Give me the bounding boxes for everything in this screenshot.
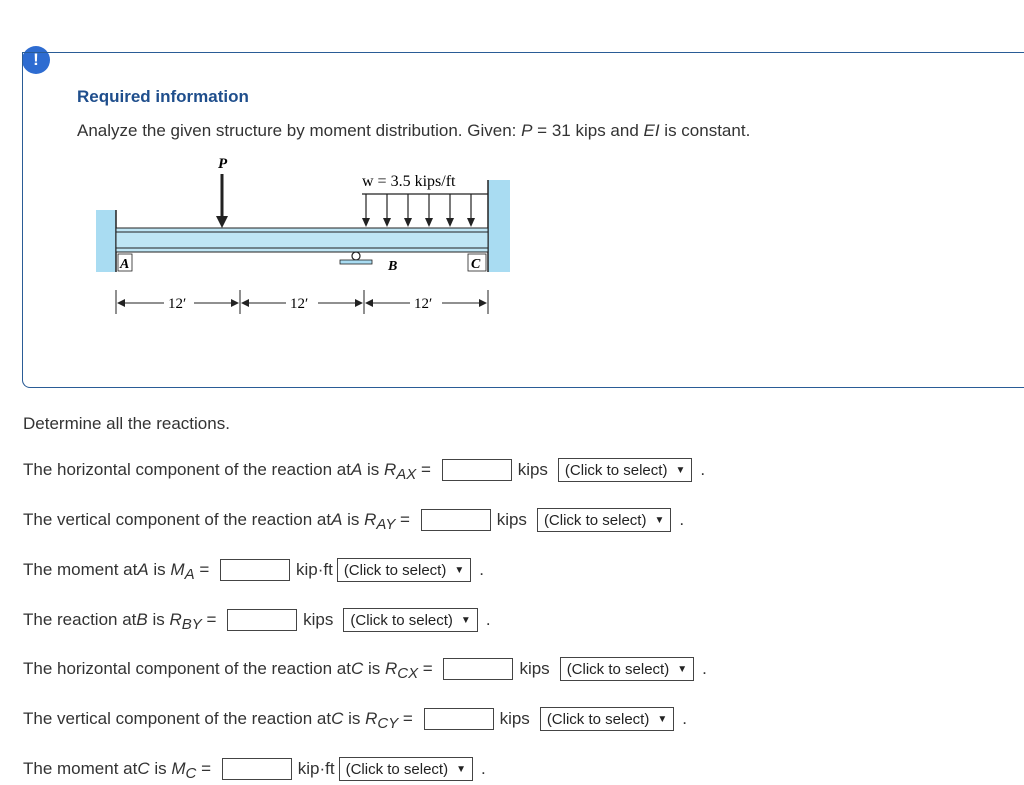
select-label: (Click to select): [345, 760, 449, 778]
dropdown-arrow-icon: ▼: [677, 663, 688, 675]
row-equals: =: [194, 560, 214, 579]
row-symbol: R: [364, 510, 377, 529]
wall-c: [488, 180, 510, 272]
row-point: A: [137, 560, 149, 579]
row-symbol: M: [170, 560, 185, 579]
select-label: (Click to select): [343, 561, 447, 579]
row-prefix: The moment at: [23, 759, 138, 778]
mc-input[interactable]: [222, 758, 292, 780]
row-symbol: R: [384, 460, 397, 479]
question-row-rby: The reaction at B is R BY = kips (Click to select) ▼ .: [23, 610, 491, 633]
row-prefix: The horizontal component of the reaction at: [23, 460, 351, 479]
rby-input[interactable]: [227, 609, 297, 631]
ray-input[interactable]: [421, 509, 491, 531]
row-symbol: R: [169, 610, 182, 629]
row-subscript: CX: [397, 664, 419, 682]
determine-instruction: Determine all the reactions.: [23, 414, 230, 433]
row-equals: =: [398, 709, 418, 728]
rax-sign-select[interactable]: [558, 458, 692, 482]
ma-input[interactable]: [220, 559, 290, 581]
rcx-sign-select[interactable]: [560, 657, 694, 681]
select-label: (Click to select): [564, 461, 668, 479]
mc-sign-select[interactable]: [339, 757, 473, 781]
row-subscript: AY: [376, 515, 396, 533]
roller-support-b: [352, 252, 360, 260]
rax-input[interactable]: [442, 459, 512, 481]
row-mid: is: [342, 510, 365, 529]
dim-label-3: 12′: [414, 296, 433, 312]
row-symbol: R: [365, 709, 378, 728]
row-mid: is: [363, 659, 385, 678]
alert-icon: !: [22, 46, 50, 74]
point-c-label: C: [471, 257, 481, 272]
beam-diagram: [90, 152, 520, 322]
beam-figure: [90, 152, 520, 327]
row-equals: =: [395, 510, 415, 529]
rcy-input[interactable]: [424, 708, 494, 730]
question-row-rax: The horizontal component of the reaction at A is R AX = kips (Click to select) ▼ .: [23, 460, 706, 483]
info-p-var: P: [521, 121, 533, 140]
select-label: (Click to select): [543, 511, 647, 529]
row-prefix: The horizontal component of the reaction at: [23, 659, 351, 678]
dropdown-arrow-icon: ▼: [456, 763, 467, 775]
select-label: (Click to select): [546, 710, 650, 728]
row-subscript: A: [184, 565, 195, 583]
row-subscript: AX: [396, 465, 417, 483]
dropdown-arrow-icon: ▼: [454, 564, 465, 576]
row-equals: =: [201, 610, 222, 629]
point-a-label: A: [120, 257, 130, 272]
load-p-label: P: [218, 156, 228, 172]
ma-unit: kip·ft: [295, 560, 333, 579]
row-point: C: [137, 759, 150, 778]
dropdown-arrow-icon: ▼: [657, 713, 668, 725]
question-row-ma: The moment at A is M A = kip·ft (Click to select) ▼ .: [23, 560, 484, 583]
rcy-unit: kips: [499, 709, 530, 728]
rby-unit: kips: [303, 610, 334, 629]
row-point: C: [350, 659, 364, 678]
row-symbol: M: [171, 759, 186, 778]
info-p-value: = 31 kips and: [532, 121, 644, 140]
info-ei-var: EI: [643, 121, 660, 140]
info-title: Required information: [77, 87, 249, 106]
row-mid: is: [148, 560, 171, 579]
row-prefix: The vertical component of the reaction at: [23, 709, 332, 728]
select-label: (Click to select): [350, 611, 453, 629]
row-prefix: The moment at: [23, 560, 138, 579]
row-subscript: CY: [377, 714, 399, 732]
row-prefix: The vertical component of the reaction at: [23, 510, 332, 529]
row-mid: is: [343, 709, 366, 728]
rcy-sign-select[interactable]: [540, 707, 674, 731]
info-text-suffix: is constant.: [659, 121, 751, 140]
ray-sign-select[interactable]: [537, 508, 671, 532]
row-subscript: C: [185, 764, 197, 782]
mc-unit: kip·ft: [297, 759, 335, 778]
row-symbol: R: [384, 659, 398, 678]
dropdown-arrow-icon: ▼: [675, 464, 686, 476]
question-row-rcy: The vertical component of the reaction at C is R CY = kips (Click to select) ▼ .: [23, 709, 687, 732]
ray-unit: kips: [496, 510, 527, 529]
row-equals: =: [196, 759, 216, 778]
row-equals: =: [418, 659, 438, 678]
rby-sign-select[interactable]: [343, 608, 477, 632]
dropdown-arrow-icon: ▼: [460, 614, 471, 626]
dist-load-label: w = 3.5 kips/ft: [362, 173, 456, 190]
row-mid: is: [147, 610, 170, 629]
point-b-label: B: [388, 259, 398, 274]
row-prefix: The reaction at: [23, 610, 137, 629]
question-row-rcx: The horizontal component of the reaction at C is R CX = kips (Click to select) ▼ .: [23, 659, 707, 682]
rax-unit: kips: [517, 460, 548, 479]
rcx-input[interactable]: [443, 658, 513, 680]
row-mid: is: [149, 759, 172, 778]
ma-sign-select[interactable]: [337, 558, 471, 582]
dim-label-1: 12′: [168, 296, 187, 312]
dim-label-2: 12′: [290, 296, 309, 312]
row-point: A: [350, 460, 363, 479]
row-mid: is: [362, 460, 385, 479]
info-text-prefix: Analyze the given structure by moment distribution. Given:: [77, 121, 522, 140]
wall-a: [96, 210, 116, 272]
row-equals: =: [416, 460, 436, 479]
row-subscript: BY: [181, 615, 202, 633]
row-point: A: [331, 510, 343, 529]
row-point: B: [136, 610, 148, 629]
select-label: (Click to select): [566, 660, 670, 678]
dropdown-arrow-icon: ▼: [654, 514, 665, 526]
question-row-mc: The moment at C is M C = kip·ft (Click to select) ▼ .: [23, 759, 486, 782]
row-point: C: [331, 709, 344, 728]
info-text: [77, 121, 750, 141]
rcx-unit: kips: [519, 659, 550, 678]
question-row-ray: The vertical component of the reaction at A is R AY = kips (Click to select) ▼ .: [23, 510, 685, 533]
